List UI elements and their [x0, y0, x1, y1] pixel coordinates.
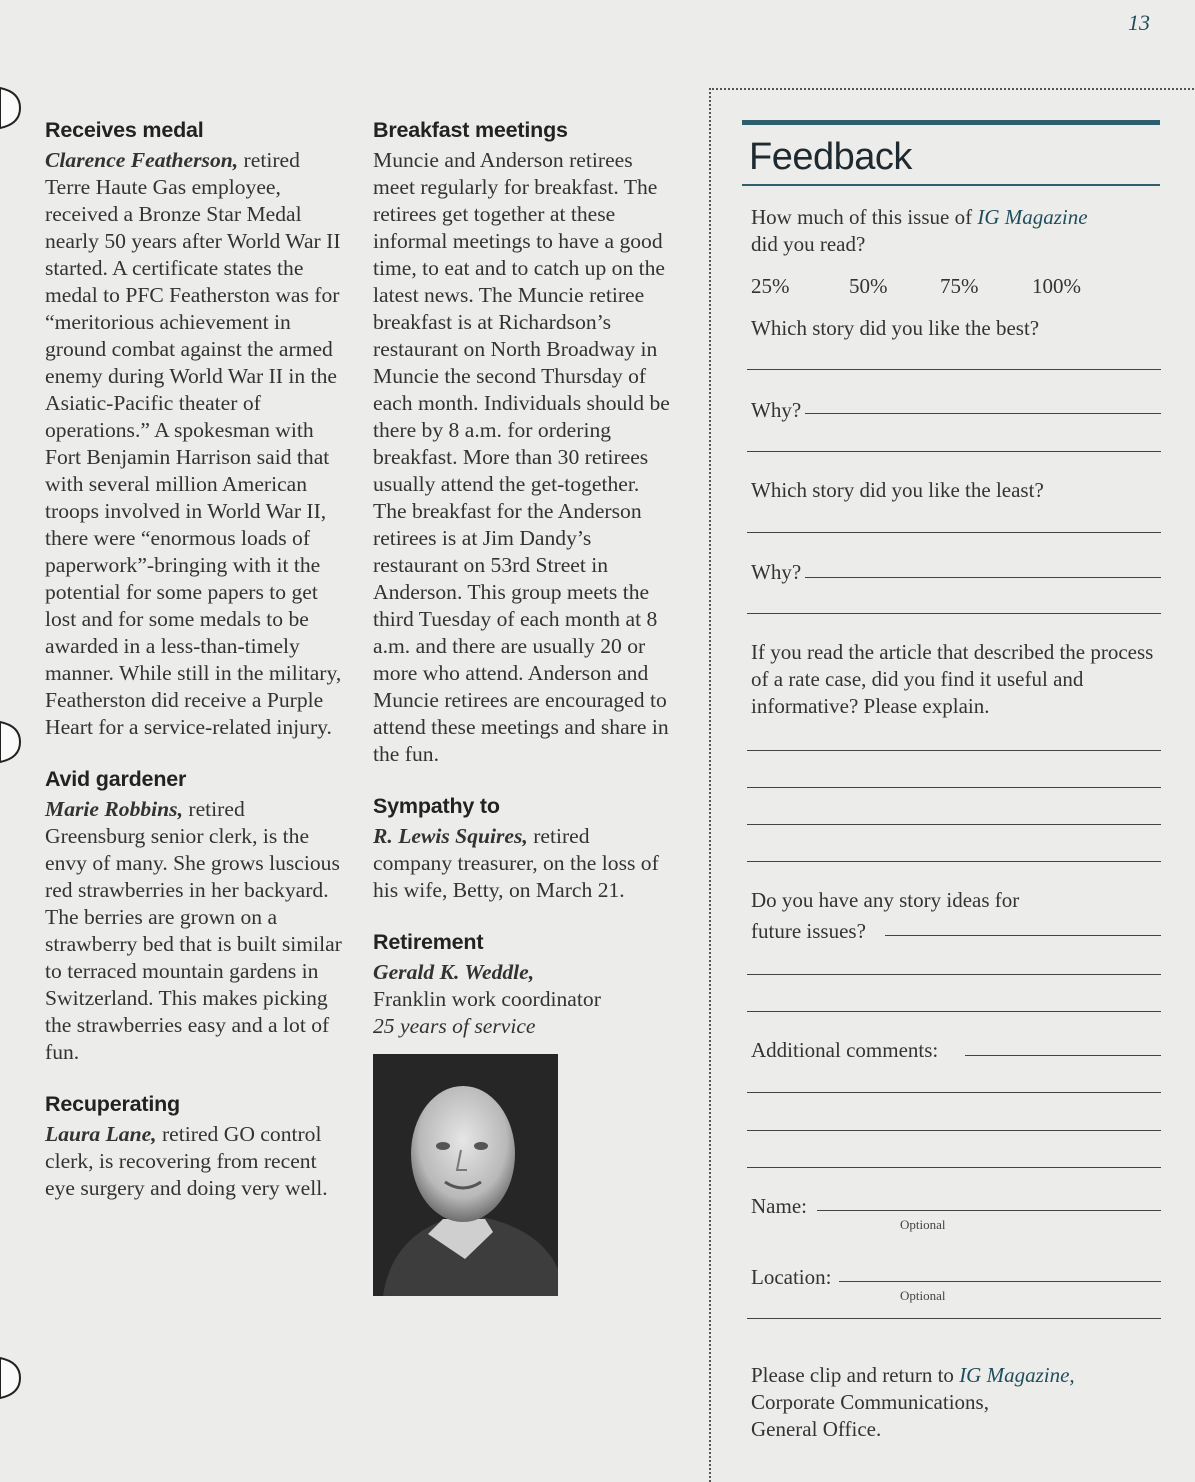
answer-rate-case-line-4[interactable]: [747, 861, 1161, 862]
answer-comments-line-4[interactable]: [747, 1167, 1161, 1168]
story-heading: Recuperating: [45, 1092, 180, 1116]
answer-best-line[interactable]: [747, 369, 1161, 370]
story-text: retired company treasurer, on the loss of his wife, Betty, on March 21.: [373, 824, 659, 902]
story-retirement: [373, 930, 673, 1296]
story-sympathy: [373, 794, 673, 904]
retiree-role: Franklin work coordinator: [373, 987, 601, 1011]
answer-comments-line-2[interactable]: [747, 1092, 1161, 1093]
answer-least-line[interactable]: [747, 532, 1161, 533]
answer-ideas-line-3[interactable]: [747, 1011, 1161, 1012]
story-text: retired Greensburg senior clerk, is the envy of many. She grows luscious red strawberries in her backyard. The berries are grown on a strawberry bed that is built similar to terraced mountain gardens in Switzerland. This makes picking the strawberries easy and a lot of fun.: [45, 797, 342, 1064]
person-name: R. Lewis Squires,: [373, 824, 528, 848]
binder-hole-icon: [0, 86, 22, 130]
option-25[interactable]: 25%: [751, 274, 790, 298]
person-name: Marie Robbins,: [45, 797, 183, 821]
years-of-service: 25 years of service: [373, 1014, 536, 1038]
answer-why-least-line[interactable]: [805, 577, 1161, 578]
answer-comments-line-3[interactable]: [747, 1130, 1161, 1131]
instruction-text: General Office.: [751, 1417, 882, 1441]
question-rate-case: If you read the article that described the process of a rate case, did you find it useful and informative? Please explain.: [751, 640, 1154, 718]
story-heading: Retirement: [373, 930, 484, 954]
question-how-much: [751, 204, 1161, 258]
question-text: future issues?: [751, 919, 866, 943]
question-best-story: Which story did you like the best?: [751, 316, 1040, 340]
instruction-text: Please clip and return to: [751, 1363, 960, 1387]
story-text: retired GO control clerk, is recovering from recent eye surgery and doing very well.: [45, 1122, 328, 1200]
person-name: Gerald K. Weddle,: [373, 960, 535, 984]
question-least-story: Which story did you like the least?: [751, 478, 1044, 502]
why-label: Why?: [751, 398, 802, 422]
answer-rate-case-line-2[interactable]: [747, 787, 1161, 788]
story-heading: Sympathy to: [373, 794, 500, 818]
story-heading: Receives medal: [45, 118, 204, 142]
feedback-top-rule: [742, 120, 1160, 125]
story-body: [45, 1121, 350, 1202]
optional-note: Optional: [900, 1217, 946, 1232]
story-text: retired Terre Haute Gas employee, received a Bronze Star Medal nearly 50 years after World War II started. A certificate states the medal to PFC Featherston was for “meritorious achievement in ground combat against the armed enemy during World War II in the Asiatic-Pacific theater of operations.” A spokesman with Fort Benjamin Harrison said that with several million American troops involved in World War II, there were “enormous loads of paperwork”-bringing with it the potential for some papers to get lost and for some medals to be awarded in a less-than-timely manner. While still in the military, Featherston did receive a Purple Heart for a service-related injury.: [45, 148, 342, 739]
answer-why-best-line-2[interactable]: [747, 451, 1161, 452]
question-text: How much of this issue of: [751, 205, 978, 229]
feedback-title-rule: [742, 184, 1160, 186]
location-label: Location:: [751, 1265, 832, 1289]
story-text: Muncie and Anderson retirees meet regularly for breakfast. The retirees get together at these informal meetings to have a good time, to eat and to catch up on the latest news. The Muncie retiree breakfast is at Richardson’s restaurant on North Broadway in Muncie the second Thursday of each month. Individuals should be there by 8 a.m. for ordering breakfast. More than 30 retirees usually attend the get-together. The breakfast for the Anderson retirees is at Jim Dandy’s restaurant on 53rd Street in Anderson. This group meets the third Tuesday of each month at 8 a.m. and there are usually 20 or more who attend. Anderson and Muncie retirees are encouraged to attend these meetings and share in the fun.: [373, 148, 670, 766]
magazine-name: IG Magazine: [977, 205, 1088, 229]
retiree-photo: [373, 1054, 558, 1296]
page-number: 13: [1128, 10, 1150, 35]
answer-why-best-line[interactable]: [805, 413, 1161, 414]
answer-rate-case-line-3[interactable]: [747, 824, 1161, 825]
story-body: [45, 796, 350, 1066]
story-body: [373, 959, 673, 1040]
answer-comments-line-1[interactable]: [965, 1055, 1161, 1056]
story-receives-medal: [45, 118, 350, 741]
story-body: [45, 147, 350, 741]
story-body: [373, 823, 673, 904]
story-breakfast-meetings: [373, 118, 673, 768]
option-50[interactable]: 50%: [849, 274, 888, 298]
location-field[interactable]: [839, 1281, 1161, 1282]
answer-ideas-line-1[interactable]: [885, 935, 1161, 936]
feedback-title: Feedback: [749, 136, 912, 178]
option-75[interactable]: 75%: [940, 274, 979, 298]
option-100[interactable]: 100%: [1032, 274, 1081, 298]
person-name: Laura Lane,: [45, 1122, 157, 1146]
name-field[interactable]: [817, 1210, 1161, 1211]
additional-comments-label: Additional comments:: [751, 1038, 939, 1062]
story-heading: Avid gardener: [45, 767, 187, 791]
name-label: Name:: [751, 1194, 807, 1218]
story-avid-gardener: [45, 767, 350, 1066]
story-recuperating: [45, 1092, 350, 1202]
story-heading: Breakfast meetings: [373, 118, 568, 142]
optional-note: Optional: [900, 1288, 946, 1303]
question-text: did you read?: [751, 232, 866, 256]
question-story-ideas: [751, 887, 1161, 945]
answer-why-least-line-2[interactable]: [747, 613, 1161, 614]
why-label: Why?: [751, 560, 802, 584]
instruction-text: Corporate Communications,: [751, 1390, 989, 1414]
person-name: Clarence Featherson,: [45, 148, 239, 172]
answer-ideas-line-2[interactable]: [747, 974, 1161, 975]
feedback-form: [709, 88, 1195, 1482]
left-column: [45, 118, 350, 1228]
return-instructions: [751, 1362, 1161, 1443]
middle-column: [373, 118, 673, 1296]
binder-hole-icon: [0, 1356, 22, 1400]
location-line-2[interactable]: [747, 1318, 1161, 1319]
magazine-name: IG Magazine,: [959, 1363, 1075, 1387]
binder-hole-icon: [0, 720, 22, 764]
question-text: Do you have any story ideas for: [751, 888, 1020, 912]
answer-rate-case-line-1[interactable]: [747, 750, 1161, 751]
